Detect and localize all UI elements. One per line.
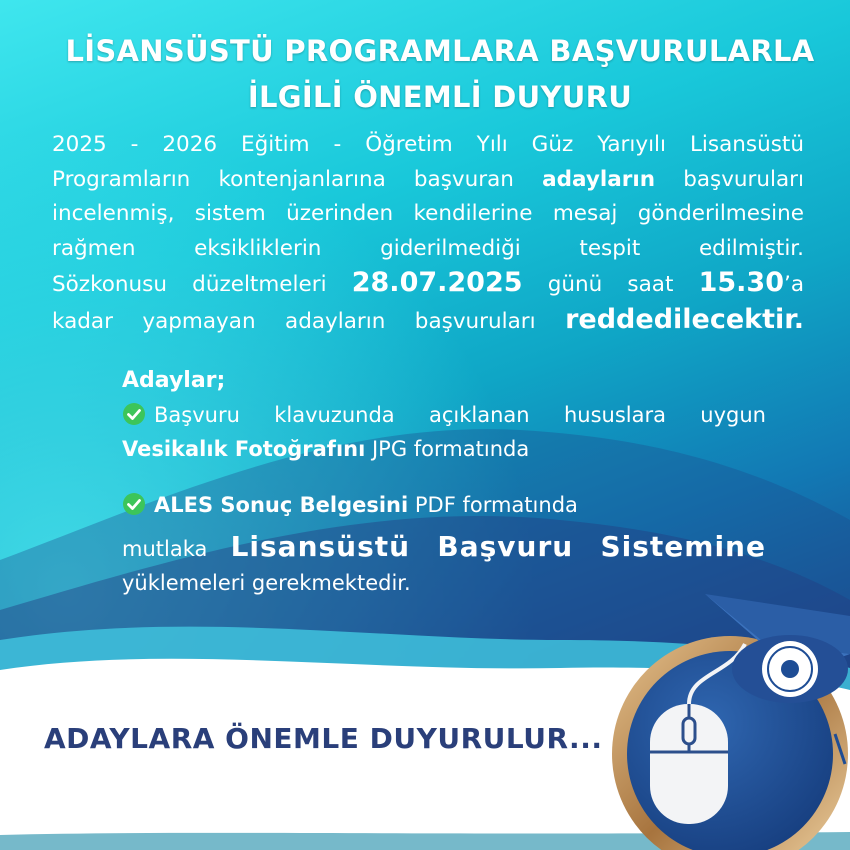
intro-text: kadar yapmayan adayların başvuruları [52,308,536,334]
intro-line: rağmen eksikliklerin giderilmediği tespit edilmiştir. [52,235,804,261]
intro-line [52,163,804,198]
intro-text: günü saat [547,272,674,297]
deadline-time: 15.30 [698,267,784,298]
requirement-item-ales [122,488,766,522]
requirement-text: JPG formatında [371,437,530,461]
page-title [30,28,850,120]
requirement-text: PDF formatında [414,493,578,517]
footer-announcement: ADAYLARA ÖNEMLE DUYURULUR... [44,722,603,755]
intro-text: Programların kontenjanlarına başvuran [52,166,514,192]
intro-emphasis: adayların [542,166,656,192]
requirement-emphasis: Vesikalık Fotoğrafını [122,437,366,461]
check-circle-icon [122,402,146,426]
requirements-section [122,364,766,600]
intro-text: ’a [783,272,804,297]
requirement-closing [122,530,766,566]
title-line-2: İLGİLİ ÖNEMLİ DUYURU [247,80,633,114]
intro-paragraph [52,128,804,339]
requirement-closing-cont: yüklemeleri gerekmektedir. [122,571,411,595]
deadline-time-group [698,267,804,298]
requirements-heading: Adaylar; [122,368,226,393]
intro-line: 2025 - 2026 Eğitim - Öğretim Yılı Güz Yarıyılı Lisansüstü [52,132,804,157]
spacer [122,466,766,488]
intro-text: başvuruları [683,166,804,192]
title-line-1: LİSANSÜSTÜ PROGRAMLARA BAŞVURULARLA [65,34,815,68]
intro-line [52,266,804,303]
requirement-item-photo [122,398,766,432]
requirement-item-photo-cont [122,432,766,466]
intro-line: incelenmiş, sistem üzerinden kendilerine mesaj gönderilmesine [52,201,804,226]
rejection-warning: reddedilecektir. [565,303,804,335]
deadline-date: 28.07.2025 [351,267,523,298]
requirement-text: mutlaka [122,537,208,561]
intro-line [52,303,804,340]
requirement-emphasis: ALES Sonuç Belgesini [154,493,409,517]
mouse-emblem [600,594,850,850]
intro-text: Sözkonusu düzeltmeleri [52,272,327,297]
check-circle-icon [122,492,146,516]
system-name: Lisansüstü Başvuru Sistemine [230,530,766,563]
requirement-text: Başvuru klavuzunda açıklanan hususlara uygun [154,403,766,427]
